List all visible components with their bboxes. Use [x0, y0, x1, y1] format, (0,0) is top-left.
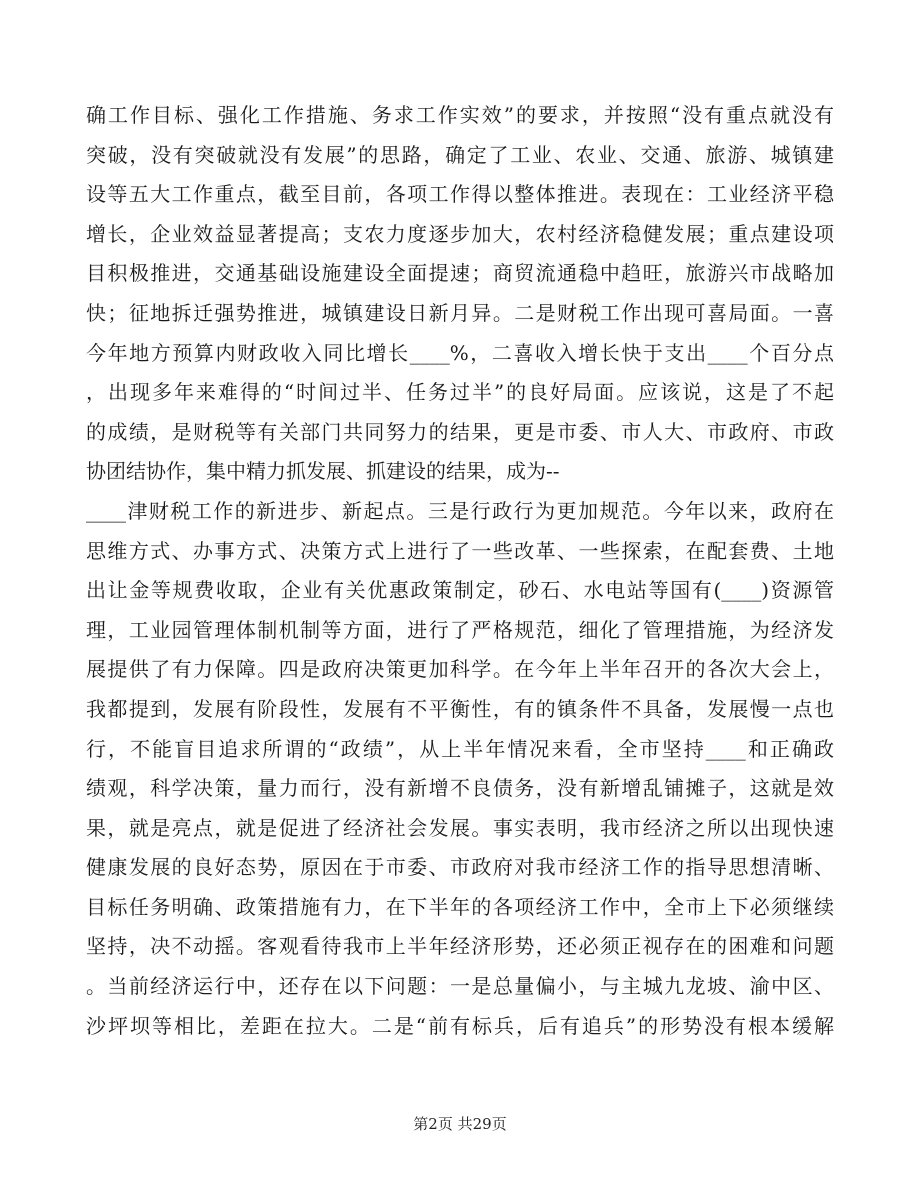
text-line: 沙坪坝等相比，差距在拉大。二是“前有标兵，后有追兵”的形势没有根本缓解	[86, 1013, 834, 1038]
text-line: 我都提到，发展有阶段性，发展有不平衡性，有的镇条件不具备，发展慢一点也	[86, 696, 834, 721]
text-line: 的成绩，是财税等有关部门共同努力的结果，更是市委、市人大、市政府、市政	[86, 419, 834, 444]
text-line: 果，就是亮点，就是促进了经济社会发展。事实表明，我市经济之所以出现快速	[86, 815, 834, 840]
text-line: 确工作目标、强化工作措施、务求工作实效”的要求，并按照“没有重点就没有	[86, 103, 834, 127]
text-line: 今年地方预算内财政收入同比增长____%，二喜收入增长快于支出____个百分点	[86, 340, 834, 365]
text-line: 目标任务明确、政策措施有力，在下半年的各项经济工作中，全市上下必须继续	[86, 894, 834, 919]
text-line: ，出现多年来难得的“时间过半、任务过半”的良好局面。应该说，这是了不起	[86, 380, 834, 405]
text-line: 行，不能盲目追求所谓的“政绩”，从上半年情况来看，全市坚持____和正确政	[86, 736, 834, 761]
text-line: 。当前经济运行中，还存在以下问题：一是总量偏小，与主城九龙坡、渝中区、	[86, 974, 834, 999]
text-line: 展提供了有力保障。四是政府决策更加科学。在今年上半年召开的各次大会上，	[86, 657, 834, 682]
text-line: 突破，没有突破就没有发展”的思路，确定了工业、农业、交通、旅游、城镇建	[86, 142, 834, 167]
text-line: 增长，企业效益显著提高；支农力度逐步加大，农村经济稳健发展；重点建设项	[86, 221, 834, 246]
text-line: 绩观，科学决策，量力而行，没有新增不良债务，没有新增乱铺摊子，这就是效	[86, 776, 834, 801]
text-line: 思维方式、办事方式、决策方式上进行了一些改革、一些探索，在配套费、土地	[86, 538, 834, 563]
text-line: ____津财税工作的新进步、新起点。三是行政行为更加规范。今年以来，政府在	[86, 498, 834, 523]
text-line: 健康发展的良好态势，原因在于市委、市政府对我市经济工作的指导思想清晰、	[86, 855, 834, 880]
text-line: 设等五大工作重点，截至目前，各项工作得以整体推进。表现在：工业经济平稳	[86, 182, 834, 207]
text-line: 理，工业园管理体制机制等方面，进行了严格规范，细化了管理措施，为经济发	[86, 617, 834, 642]
text-line: 目积极推进，交通基础设施建设全面提速；商贸流通稳中趋旺，旅游兴市战略加	[86, 261, 834, 286]
text-line: 坚持，决不动摇。客观看待我市上半年经济形势，还必须正视存在的困难和问题	[86, 934, 834, 959]
text-line: 协团结协作，集中精力抓发展、抓建设的结果，成为--	[86, 459, 560, 484]
text-line: 快；征地拆迁强势推进，城镇建设日新月异。二是财税工作出现可喜局面。一喜	[86, 300, 834, 325]
text-line: 出让金等规费收取，企业有关优惠政策制定，砂石、水电站等国有(____)资源管	[86, 578, 834, 603]
document-body	[86, 96, 834, 1046]
page-number-footer: 第2页 共29页	[413, 1115, 507, 1133]
